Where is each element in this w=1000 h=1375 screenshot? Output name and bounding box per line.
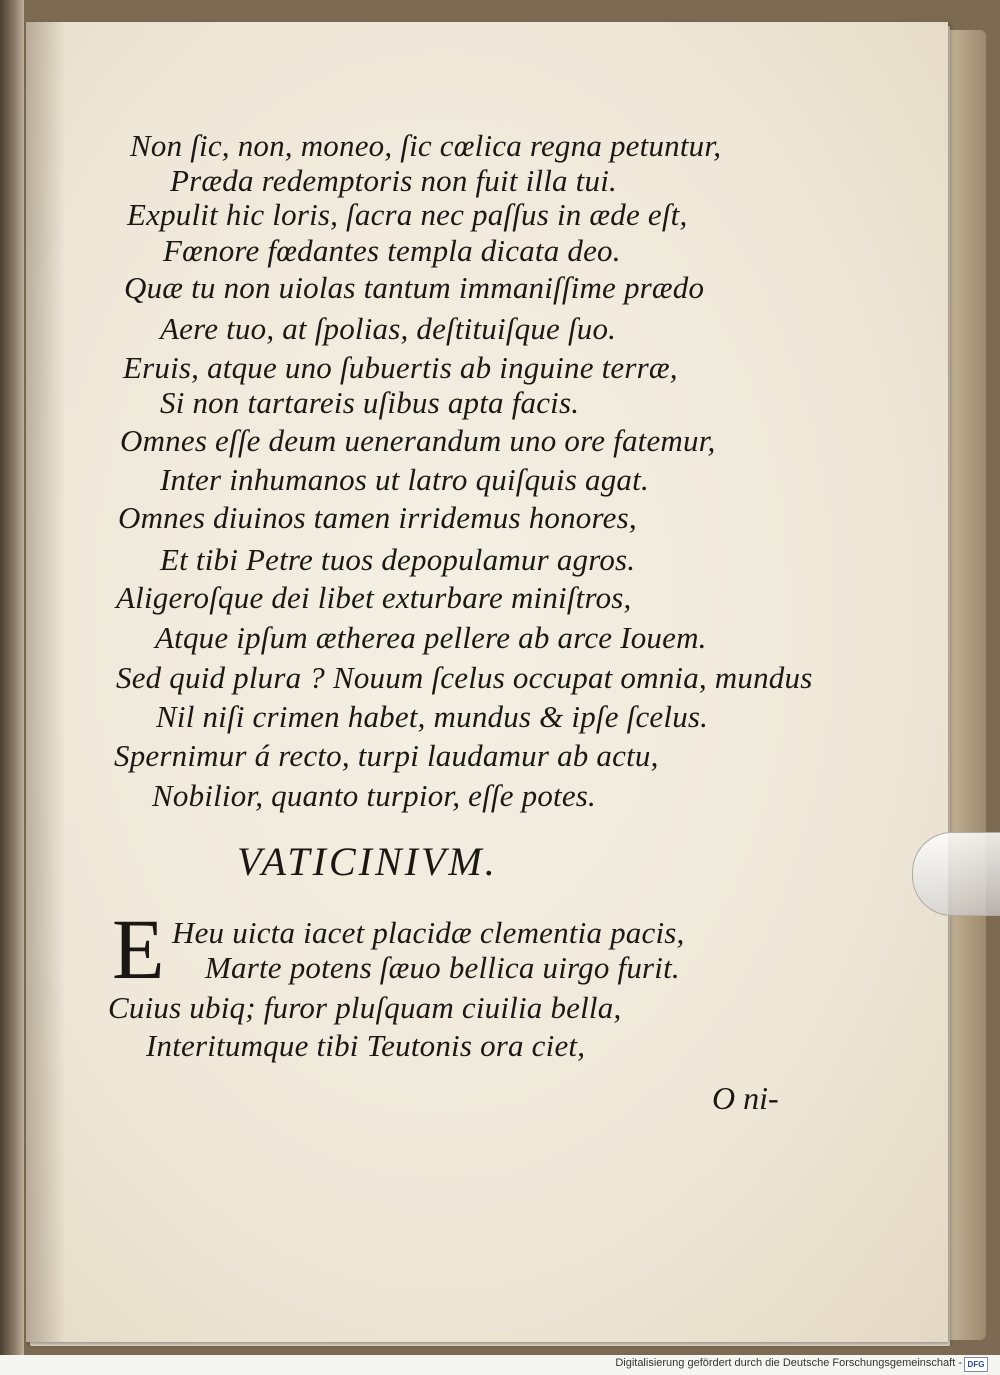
poem-line: Et tibi Petre tuos depopulamur agros. <box>160 542 636 577</box>
poem-line: Sed quid plura ? Nouum ſcelus occupat omnia, mundus <box>116 660 813 695</box>
catchword: O ni- <box>712 1080 779 1116</box>
poem-line: Omnes eſſe deum uenerandum uno ore fatemur, <box>120 423 716 458</box>
poem-line: Si non tartareis uſibus apta facis. <box>160 385 580 420</box>
poem-line: Marte potens ſæuo bellica uirgo furit. <box>205 950 680 985</box>
poem-line: Inter inhumanos ut latro quiſquis agat. <box>160 462 649 497</box>
poem-line: Spernimur á recto, turpi laudamur ab actu, <box>114 738 659 773</box>
section-heading: VATICINIVM. <box>237 839 498 884</box>
poem-line: Non ſic, non, moneo, ſic cœlica regna petuntur, <box>130 128 722 163</box>
poem-line: Præda redemptoris non fuit illa tui. <box>170 163 617 198</box>
poem-line: Aligeroſque dei libet exturbare miniſtros, <box>116 580 632 615</box>
poem-line: Omnes diuinos tamen irridemus honores, <box>118 500 637 535</box>
drop-cap: E <box>112 901 165 997</box>
poem-line: Interitumque tibi Teutonis ora ciet, <box>146 1028 586 1063</box>
dfg-logo-icon: DFG <box>964 1357 988 1372</box>
poem-line: Cuius ubiq; furor pluſquam ciuilia bella, <box>108 990 622 1025</box>
poem-line: Eruis, atque uno ſubuertis ab inguine terræ, <box>123 350 678 385</box>
poem-line: Atque ipſum ætherea pellere ab arce Iouem. <box>155 620 707 655</box>
poem-line: Aere tuo, at ſpolias, deſtituiſque ſuo. <box>160 311 617 346</box>
poem-line: Nil niſi crimen habet, mundus & ipſe ſcelus. <box>156 699 709 734</box>
poem-line: Quæ tu non uiolas tantum immaniſſime prædo <box>124 270 705 305</box>
poem-line: Fœnore fœdantes templa dicata deo. <box>163 233 621 268</box>
poem-line: Heu uicta iacet placidæ clementia pacis, <box>172 915 685 950</box>
footer-credit: Digitalisierung gefördert durch die Deutsche Forschungsgemeinschaft - <box>615 1357 962 1369</box>
poem-line: Nobilior, quanto turpior, eſſe potes. <box>152 778 597 813</box>
poem-line: Expulit hic loris, ſacra nec paſſus in æde eſt, <box>127 197 688 232</box>
